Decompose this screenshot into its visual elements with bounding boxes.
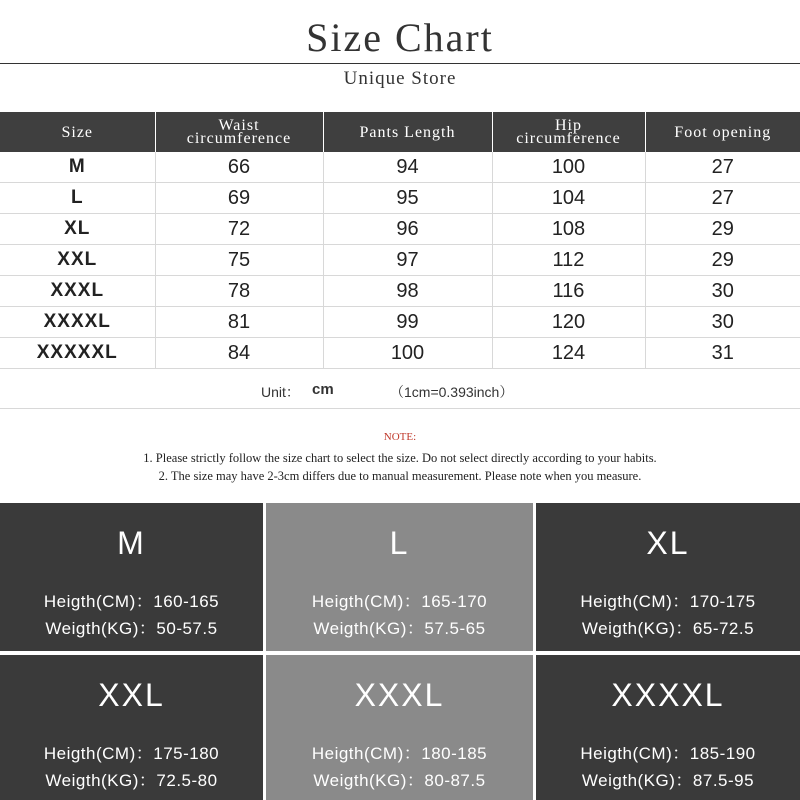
card-size-label: XXL — [98, 677, 165, 713]
pants-length-cell: 96 — [323, 214, 492, 245]
table-row — [0, 276, 800, 307]
pants-length-cell: 95 — [323, 183, 492, 214]
card-weight-range: Weigth(KG)：80-87.5 — [313, 771, 486, 790]
card-size-label: L — [389, 525, 410, 561]
card-weight-range: Weigth(KG)：50-57.5 — [45, 619, 218, 638]
card-height-range: Heigth(CM)：165-170 — [311, 592, 488, 611]
table-row — [0, 338, 800, 369]
hip-cell: 108 — [492, 214, 645, 245]
foot-opening-cell: 30 — [645, 307, 800, 338]
table-row — [0, 245, 800, 276]
size-cell: XXXXL — [0, 307, 155, 338]
waist-cell: 78 — [155, 276, 323, 307]
page-title: Size Chart — [306, 15, 494, 60]
foot-opening-cell: 29 — [645, 245, 800, 276]
foot-opening-cell: 27 — [645, 152, 800, 183]
unit-label: Unit： — [261, 384, 300, 400]
hip-cell: 112 — [492, 245, 645, 276]
table-row — [0, 183, 800, 214]
size-recommendation-grid — [0, 503, 800, 800]
unit-value: cm — [312, 381, 334, 398]
card-size-label: M — [117, 525, 146, 561]
card-weight-range: Weigth(KG)：87.5-95 — [581, 771, 755, 790]
card-size-label: XXXXL — [611, 677, 725, 713]
foot-opening-cell: 27 — [645, 183, 800, 214]
card-height-range: Heigth(CM)：170-175 — [580, 592, 756, 611]
column-header-size: Size — [0, 112, 155, 152]
card-weight-range: Weigth(KG)：57.5-65 — [313, 619, 486, 638]
size-cell: M — [0, 152, 155, 183]
pants-length-cell: 98 — [323, 276, 492, 307]
table-row — [0, 214, 800, 245]
waist-cell: 69 — [155, 183, 323, 214]
card-height-range: Heigth(CM)：180-185 — [311, 744, 488, 763]
title-divider — [0, 63, 800, 64]
pants-length-cell: 97 — [323, 245, 492, 276]
size-cell: L — [0, 183, 155, 214]
size-card-m — [0, 503, 263, 651]
foot-opening-cell: 31 — [645, 338, 800, 369]
foot-opening-cell: 30 — [645, 276, 800, 307]
column-header-waist: Waist circumference — [155, 112, 323, 152]
column-header-hip: Hip circumference — [492, 112, 645, 152]
size-card-l — [266, 503, 533, 651]
note-title: NOTE: — [383, 431, 417, 443]
size-cell: XXXXXL — [0, 338, 155, 369]
hip-cell: 124 — [492, 338, 645, 369]
table-header-row — [0, 112, 800, 152]
card-size-label: XXXL — [354, 677, 445, 713]
card-weight-range: Weigth(KG)：72.5-80 — [45, 771, 218, 790]
size-cell: XL — [0, 214, 155, 245]
card-height-range: Heigth(CM)：175-180 — [43, 744, 220, 763]
hip-cell: 100 — [492, 152, 645, 183]
hip-cell: 104 — [492, 183, 645, 214]
card-size-label: XL — [646, 525, 690, 561]
size-cell: XXL — [0, 245, 155, 276]
pants-length-cell: 94 — [323, 152, 492, 183]
foot-opening-cell: 29 — [645, 214, 800, 245]
size-table — [0, 112, 800, 369]
table-row — [0, 152, 800, 183]
size-card-xxxl — [266, 655, 533, 800]
hip-cell: 116 — [492, 276, 645, 307]
note-line: 2. The size may have 2-3cm differs due to manual measurement. Please note when you measure. — [158, 469, 642, 483]
pants-length-cell: 99 — [323, 307, 492, 338]
hip-cell: 120 — [492, 307, 645, 338]
card-weight-range: Weigth(KG)：65-72.5 — [581, 619, 755, 638]
waist-cell: 75 — [155, 245, 323, 276]
note-line: 1. Please strictly follow the size chart to select the size. Do not select directly according to your habits. — [143, 451, 657, 465]
column-header-foot-opening: Foot opening — [645, 112, 800, 152]
waist-cell: 66 — [155, 152, 323, 183]
card-height-range: Heigth(CM)：160-165 — [43, 592, 220, 611]
size-cell: XXXL — [0, 276, 155, 307]
waist-cell: 72 — [155, 214, 323, 245]
size-card-xl — [536, 503, 800, 651]
size-card-xxxxl — [536, 655, 800, 800]
card-height-range: Heigth(CM)：185-190 — [580, 744, 756, 763]
unit-conversion: （1cm=0.393inch） — [390, 384, 514, 400]
waist-cell: 84 — [155, 338, 323, 369]
pants-length-cell: 100 — [323, 338, 492, 369]
column-header-pants-length: Pants Length — [323, 112, 492, 152]
unit-line — [0, 378, 800, 409]
store-name: Unique Store — [343, 68, 457, 89]
size-card-xxl — [0, 655, 263, 800]
table-row — [0, 307, 800, 338]
waist-cell: 81 — [155, 307, 323, 338]
